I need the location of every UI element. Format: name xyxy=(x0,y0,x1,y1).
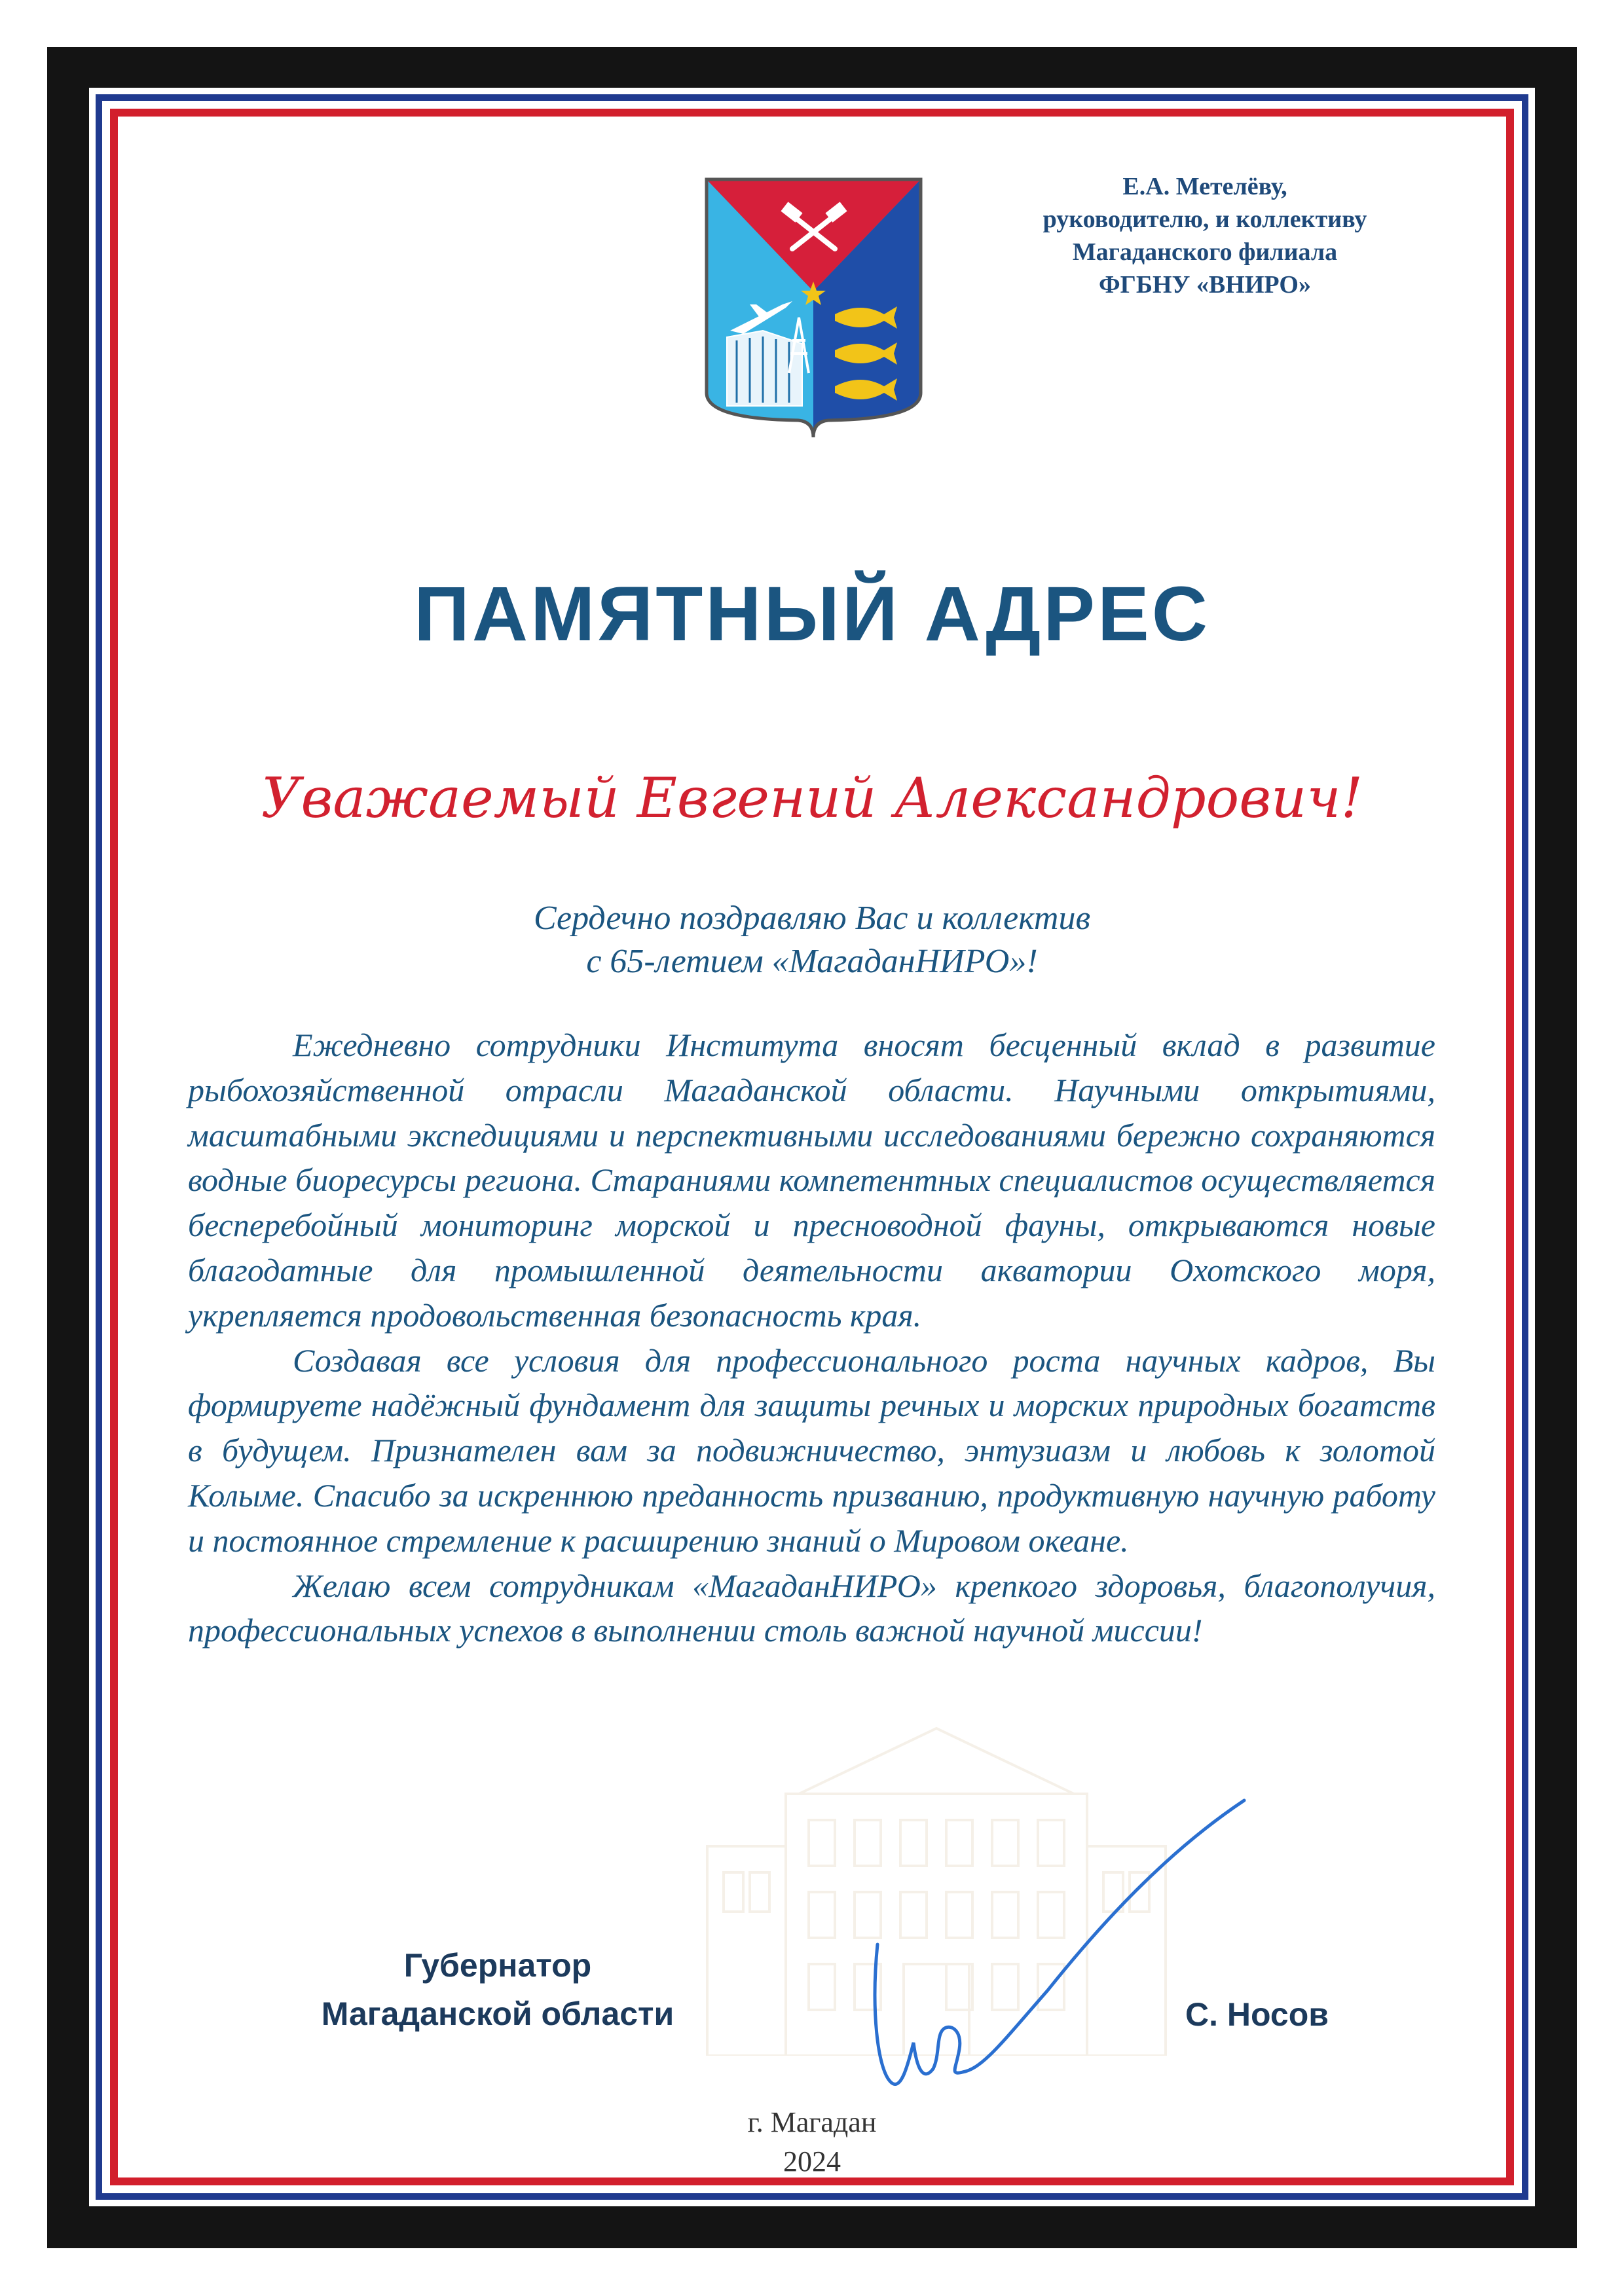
signatory-title-line-1: Губернатор xyxy=(403,1947,592,1984)
addressee-block xyxy=(976,170,1434,301)
congrats-line-1: Сердечно поздравляю Вас и коллектив xyxy=(533,900,1091,937)
signatory-title-line-2: Магаданской области xyxy=(321,1995,674,2032)
body-paragraph-2: Создавая все условия для профессионального роста научных кадров, Вы формируете надёжный фундамент для защиты речных и морских природных богатств в будущем. Признателен вам за подвижничество, энтузиазм и любовь к золотой Колыме. Спасибо за искреннюю преданность призванию, продуктивную научную работу и постоянное стремление к расширению знаний о Мировом океане. xyxy=(188,1341,1435,1559)
magadan-oblast-coat-of-arms-icon xyxy=(704,177,923,439)
place-year: 2024 xyxy=(783,2145,841,2178)
addressee-line-4: ФГБНУ «ВНИРО» xyxy=(1099,271,1311,299)
addressee-line-1: Е.А. Метелёву, xyxy=(1122,173,1287,200)
salutation: Уважаемый Евгений Александрович! xyxy=(261,766,1363,830)
letter-body xyxy=(188,1023,1435,1653)
body-paragraph-3: Желаю всем сотрудникам «МагаданНИРО» крепкого здоровья, благополучия, профессиональных успехов в выполнении столь важной научной миссии! xyxy=(188,1567,1435,1649)
addressee-line-3: Магаданского филиала xyxy=(1072,238,1338,266)
signatory-title xyxy=(242,1941,753,2038)
congrats-line-2: с 65-летием «МагаданНИРО»! xyxy=(586,943,1038,980)
addressee-line-2: руководителю, и коллективу xyxy=(1043,206,1367,233)
handwritten-signature-icon xyxy=(851,1794,1257,2095)
signatory-name: С. Носов xyxy=(1185,1996,1329,2033)
place-city: г. Магадан xyxy=(747,2106,877,2138)
place-and-year xyxy=(681,2103,943,2181)
body-paragraph-1: Ежедневно сотрудники Института вносят бесценный вклад в развитие рыбохозяйственной отрасли Магаданской области. Научными открытиями, масштабными экспедициями и перспективными исследованиями бережно сохраняются водные биоресурсы региона. Стараниями компетентных специалистов осуществляется бесперебойный мониторинг морской и пресноводной фауны, открываются новые благодатные для промышленной деятельности акватории Охотского моря, укрепляется продовольственная безопасность края. xyxy=(188,1027,1435,1334)
congratulation-lines xyxy=(183,897,1441,983)
document-title: ПАМЯТНЫЙ АДРЕС xyxy=(414,571,1210,657)
